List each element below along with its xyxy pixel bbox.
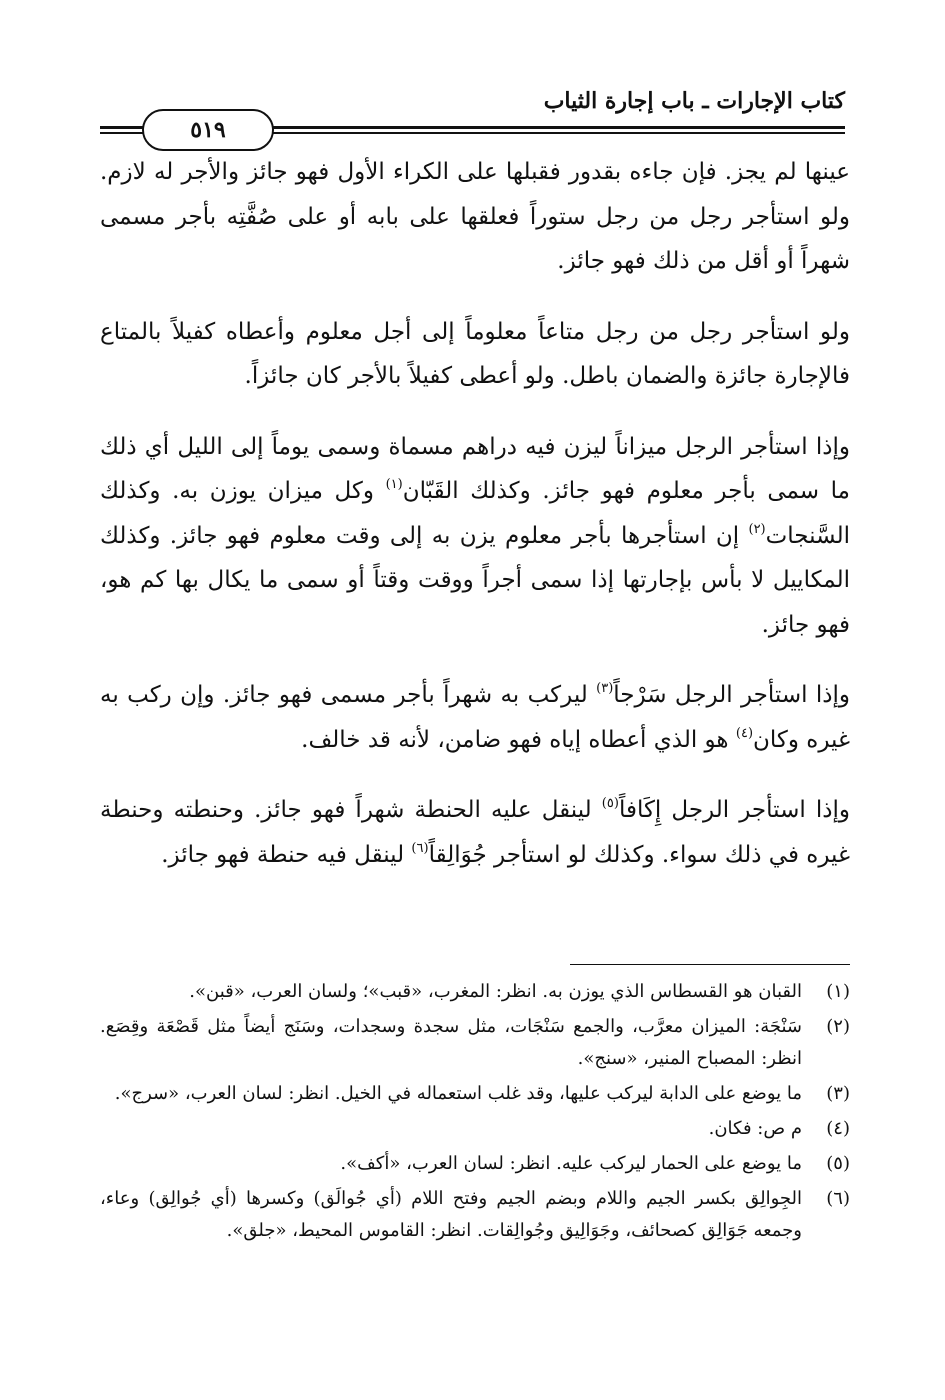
footnote-text: ما يوضع على الدابة ليركب عليها، وقد غلب استعماله في الخيل. انظر: لسان العرب، «سرج». [114,1083,802,1104]
text-run: إن استأجرها بأجر معلوم يزن به إلى وقت معلوم فهو جائز. وكذلك المكاييل لا بأس بإجارتها إذا سمى أجراً ووقت وقتاً أو سمى ما يكال بها كم هو، فهو جائز. [100,522,850,638]
text-run: وكل ميزان يوزن به. وكذلك السَّنجات [100,478,850,549]
footnote-number: (٣) [826,1083,850,1104]
main-text [100,150,850,877]
footnote-item [100,1148,850,1180]
text-run: لينقل عليه الحنطة شهراً فهو جائز. وحنطته وحنطة غيره في ذلك سواء. وكذلك لو استأجر جُوَالِقاً [100,797,850,868]
footnote-separator [570,964,850,965]
text-run: لينقل فيه حنطة فهو جائز. [161,841,412,868]
text-run: هو الذي أعطاه إياه فهو ضامن، لأنه قد خالف. [301,726,736,753]
footnote-number: (١) [826,981,850,1002]
paragraph: ولو استأجر رجل من رجل متاعاً معلوماً إلى أجل معلوم وأعطاه كفيلاً بالمتاع فالإجارة جائزة والضمان باطل. ولو أعطى كفيلاً بالأجر كان جائزاً. [100,318,850,389]
footnotes [100,976,850,1250]
footnote-number: (٥) [826,1153,850,1174]
text-run: ليركب به شهراً بأجر مسمى فهو جائز. وإن ركب به غيره وكان [100,682,850,753]
paragraph: عينها لم يجز. فإن جاءه بقدور فقبلها على الكراء الأول فهو جائز والأجر له لازم. ولو استأجر رجل من رجل ستوراً فعلقها على بابه أو على صُفَّتِه بأجر مسمى شهراً أو أقل من ذلك فهو جائز. [100,159,850,274]
footnote-ref[interactable]: (٤) [735,725,754,741]
text-run: وإذا استأجر الرجل ميزاناً ليزن فيه دراهم مسماة وسمى يوماً إلى الليل أي ذلك ما سمى بأجر معلوم فهو جائز. وكذلك القَبّان [100,433,851,504]
paragraph [100,788,850,877]
footnote-ref[interactable]: (٣) [596,681,614,696]
paragraph [100,673,850,762]
page-number: ٥١٩ [142,109,274,151]
footnote-number: (٤) [826,1118,850,1139]
footnote-item [100,1183,850,1247]
footnote-item [100,1113,850,1145]
footnote-number: (٢) [826,1016,850,1037]
paragraph [100,425,850,648]
footnote-item [100,976,850,1008]
footnote-ref[interactable]: (٦) [411,840,429,856]
footnote-item [100,1011,850,1075]
footnote-ref[interactable]: (٢) [748,521,766,537]
text-run: وإذا استأجر الرجل سَرْجاً [613,682,850,708]
footnote-item [100,1078,850,1110]
footnote-ref[interactable]: (١) [385,477,403,492]
footnote-text: م ص: فكان. [708,1118,802,1139]
footnote-text: ما يوضع على الحمار ليركب عليه. انظر: لسان العرب، «أكف». [340,1153,802,1174]
page-header [100,82,845,152]
footnote-text: سَنْجَة: الميزان معرَّب، والجمع سَنْجَات، مثل سجدة وسجدات، وسَنَج أيضاً مثل قَصْعَة وقِصَع. انظر: المصباح المنير، «سنج». [100,1016,802,1069]
footnote-ref[interactable]: (٥) [601,796,619,811]
footnote-number: (٦) [826,1188,850,1209]
footnote-text: القبان هو القسطاس الذي يوزن به. انظر: المغرب، «قبب»؛ ولسان العرب، «قبن». [189,981,802,1002]
running-title: كتاب الإجارات ـ باب إجارة الثياب [543,88,845,114]
text-run: وإذا استأجر الرجل إِكَافاً [618,797,851,823]
footnote-text: الجِوالِق بكسر الجيم واللام وبضم الجيم وفتح اللام (أي جُوالَق) وكسرها (أي جُوالِق) وعاء، وجمعه جَوَالِق كصحائف، وجَوَالِيق وجُوالِقات. انظر: القاموس المحيط، «جلق». [100,1188,802,1241]
